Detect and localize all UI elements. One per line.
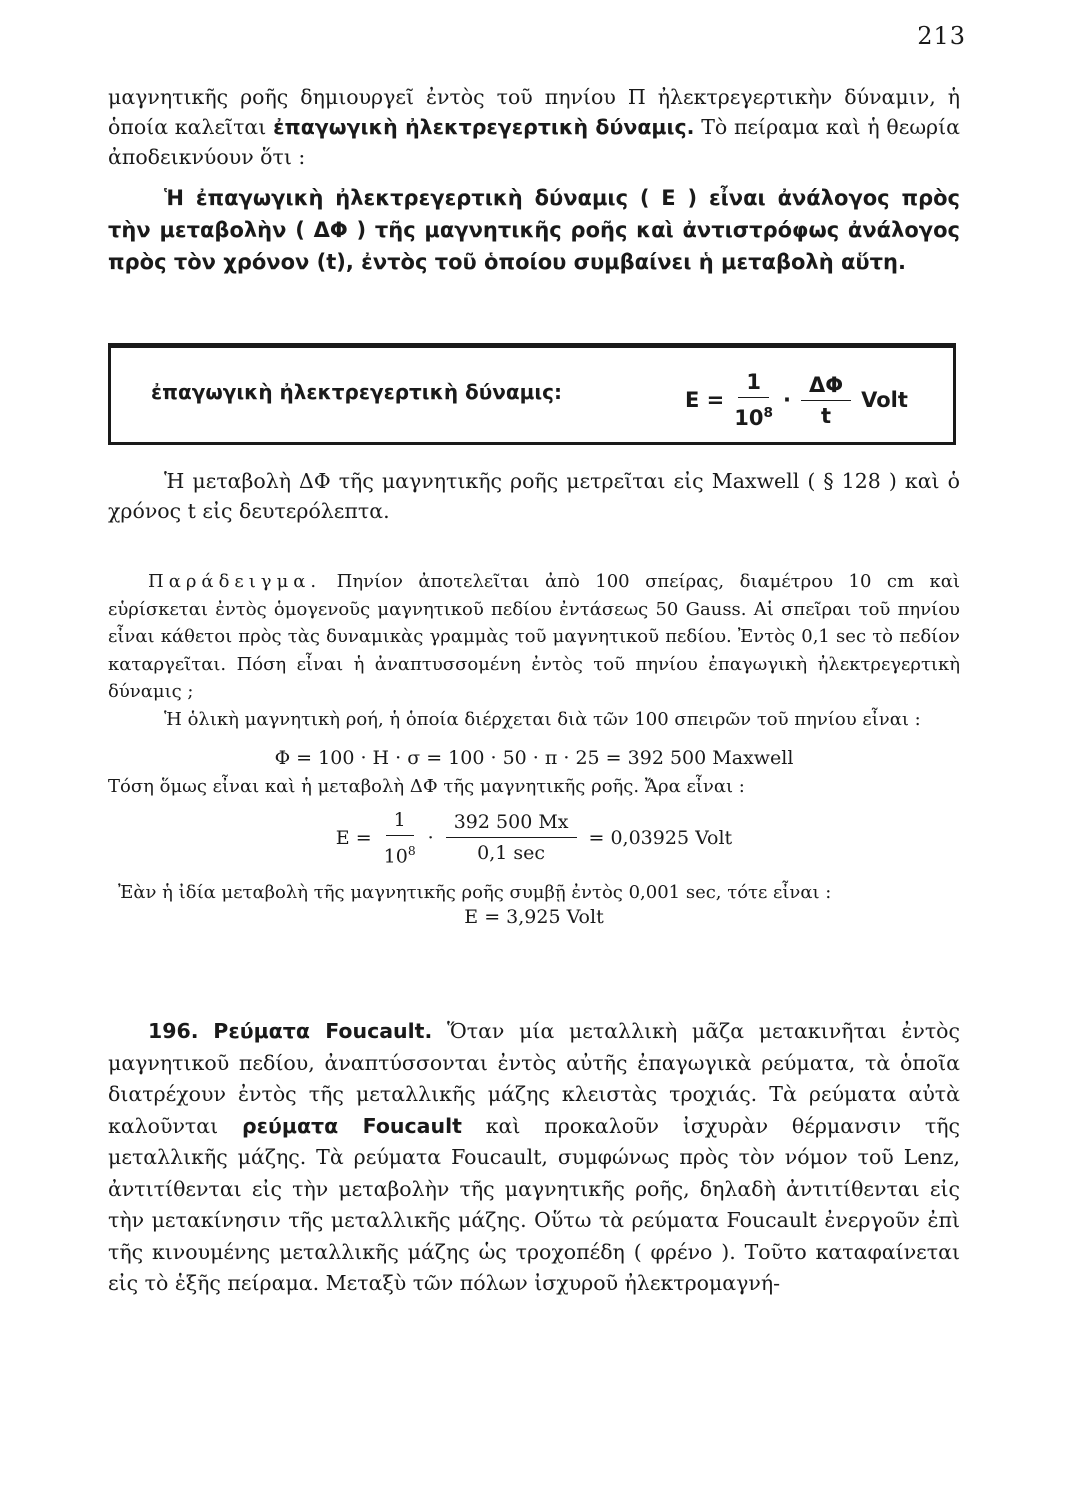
example-equation-2 <box>108 807 960 869</box>
eq2-lhs: Ε = <box>335 826 372 849</box>
section-text-a: Ὅταν μία μεταλλικὴ μᾶζα μετακινῆται ἐντὸς μαγνητικοῦ πεδίου, ἀναπτύσσονται ἐντὸς αὐτῆς ἐπαγωγικὰ ρεύματα, τὰ ὁποῖα διατρέχουν ἐντὸς τῆς μεταλλικῆς μάζης κλειστὰς τροχιάς. Τὰ ρεύματα αὐτὰ καλοῦνται <box>108 1019 960 1138</box>
intro-paragraph <box>108 82 960 172</box>
formula-dot: · <box>783 388 791 412</box>
formula-lhs: Ε = <box>685 388 725 412</box>
formula-box <box>108 343 956 445</box>
law-text: Ἡ ἐπαγωγικὴ ἠλεκτρεγερτικὴ δύναμις ( Ε ) εἶναι ἀνάλογος πρὸς τὴν μεταβολὴν ( ΔΦ ) τῆς μαγνητικῆς ροῆς καὶ ἀντιστρόφως ἀνάλογος πρὸς τὸν χρόνον (t), ἐντὸς τοῦ ὁποίου συμβαίνει ἡ μεταβολὴ αὕτη. <box>108 186 960 274</box>
law-statement <box>108 182 960 278</box>
eq2-fraction-1 <box>384 807 416 869</box>
formula-label: ἐπαγωγικὴ ἠλεκτρεγερτικὴ δύναμις: <box>151 380 562 404</box>
formula-fraction-2 <box>801 372 851 429</box>
eq2-dot: · <box>427 826 434 849</box>
example-section <box>108 568 960 928</box>
example-text-1: Πηνίον ἀποτελεῖται ἀπὸ 100 σπείρας, διαμέτρου 10 cm καὶ εὑρίσκεται ἐντὸς ὁμογενοῦς μαγνητικοῦ πεδίου ἐντάσεως 50 Gauss. Αἱ σπεῖραι τοῦ πηνίου εἶναι κάθετοι πρὸς τὰς δυναμικὰς γραμμὰς τοῦ μαγνητικοῦ πεδίου. Ἐντὸς 0,1 sec τὸ πεδίον καταργεῖται. Πόση εἶναι ἡ ἀναπτυσσομένη ἐντὸς τοῦ πηνίου ἐπαγωγικὴ ἠλεκτρεγερτικὴ δύναμις ; <box>108 571 960 702</box>
eq2-fraction-1-exponent: 8 <box>407 843 416 858</box>
section-term: ρεύματα Foucault <box>241 1113 462 1138</box>
intro-end: Τὸ πείραμα καὶ ἡ θεωρία ἀποδεικνύουν ὅτι : <box>108 115 960 169</box>
page-number: 213 <box>917 22 966 50</box>
example-text-2: Ἡ ὁλικὴ μαγνητικὴ ροή, ἡ ὁποία διέρχεται διὰ τῶν 100 σπειρῶν τοῦ πηνίου εἶναι : <box>164 708 921 730</box>
fraction-1-exponent: 8 <box>763 405 773 421</box>
formula-fraction-1 <box>734 369 773 431</box>
example-equation-1: Φ = 100 · Η · σ = 100 · 50 · π · 25 = 392 500 Maxwell <box>274 747 794 769</box>
example-heading: Παράδειγμα. <box>148 571 322 592</box>
eq2-fraction-2-numerator: 392 500 Mx <box>446 809 577 838</box>
section-number: 196. <box>148 1019 199 1043</box>
section-text-b: καὶ προκαλοῦν ἰσχυρὰν θέρμανσιν τῆς μεταλλικῆς μάζης. Τὰ ρεύματα Foucault, συμφώνως πρὸς τὸν νόμον τοῦ Lenz, ἀντιτίθενται εἰς τὴν μεταβολὴν τῆς μαγνητικῆς ροῆς, δηλαδὴ ἀντιτίθενται εἰς τὴν μετακίνησιν τῆς μεταλλικῆς μάζης. Οὕτω τὰ ρεύματα Foucault ἐνεργοῦν ἐπὶ τῆς κινουμένης μεταλλικῆς μάζης ὡς τροχοπέδη ( φρένο ). Τοῦτο καταφαίνεται εἰς τὸ ἑξῆς πείραμα. Μεταξὺ τῶν πόλων ἰσχυροῦ ἠλεκτρομαγνή- <box>108 1113 960 1295</box>
fraction-1-denominator: $10^8$ <box>734 405 773 430</box>
formula-unit: Volt <box>861 388 908 412</box>
eq2-fraction-2 <box>446 809 577 866</box>
example-text-3: Τόση ὅμως εἶναι καὶ ἡ μεταβολὴ ΔΦ τῆς μαγνητικῆς ροῆς. Ἄρα εἶναι : <box>108 776 745 797</box>
fraction-2-numerator: ΔΦ <box>801 372 851 401</box>
eq2-fraction-2-denominator: 0,1 sec <box>477 842 546 865</box>
example-equation-3: Ε = 3,925 Volt <box>464 906 604 929</box>
eq2-fraction-1-denominator: $10^8$ <box>383 843 416 867</box>
intro-term: ἐπαγωγικὴ ἠλεκτρεγερτικὴ δύναμις. <box>273 115 695 139</box>
formula-equation <box>685 360 908 440</box>
fraction-2-denominator: t <box>821 403 832 428</box>
eq2-fraction-1-numerator: 1 <box>386 807 414 836</box>
measure-paragraph <box>108 466 960 526</box>
fraction-1-numerator: 1 <box>738 369 769 398</box>
eq2-result: = 0,03925 Volt <box>588 826 733 849</box>
measure-text: Ἡ μεταβολὴ ΔΦ τῆς μαγνητικῆς ροῆς μετρεῖται εἰς Maxwell ( § 128 ) καὶ ὁ χρόνος t εἰς δευτερόλεπτα. <box>108 469 960 523</box>
section-title: Ρεύματα Foucault. <box>213 1019 433 1043</box>
section-196 <box>108 1016 960 1300</box>
intro-text: μαγνητικῆς ροῆς δημιουργεῖ ἐντὸς τοῦ πηνίου Π ἠλεκτρεγερτικὴν δύναμιν, ἡ ὁποία καλεῖται <box>108 85 960 139</box>
example-text-4: Ἐὰν ἡ ἰδία μεταβολὴ τῆς μαγνητικῆς ροῆς συμβῇ ἐντὸς 0,001 sec, τότε εἶναι : <box>118 881 832 903</box>
